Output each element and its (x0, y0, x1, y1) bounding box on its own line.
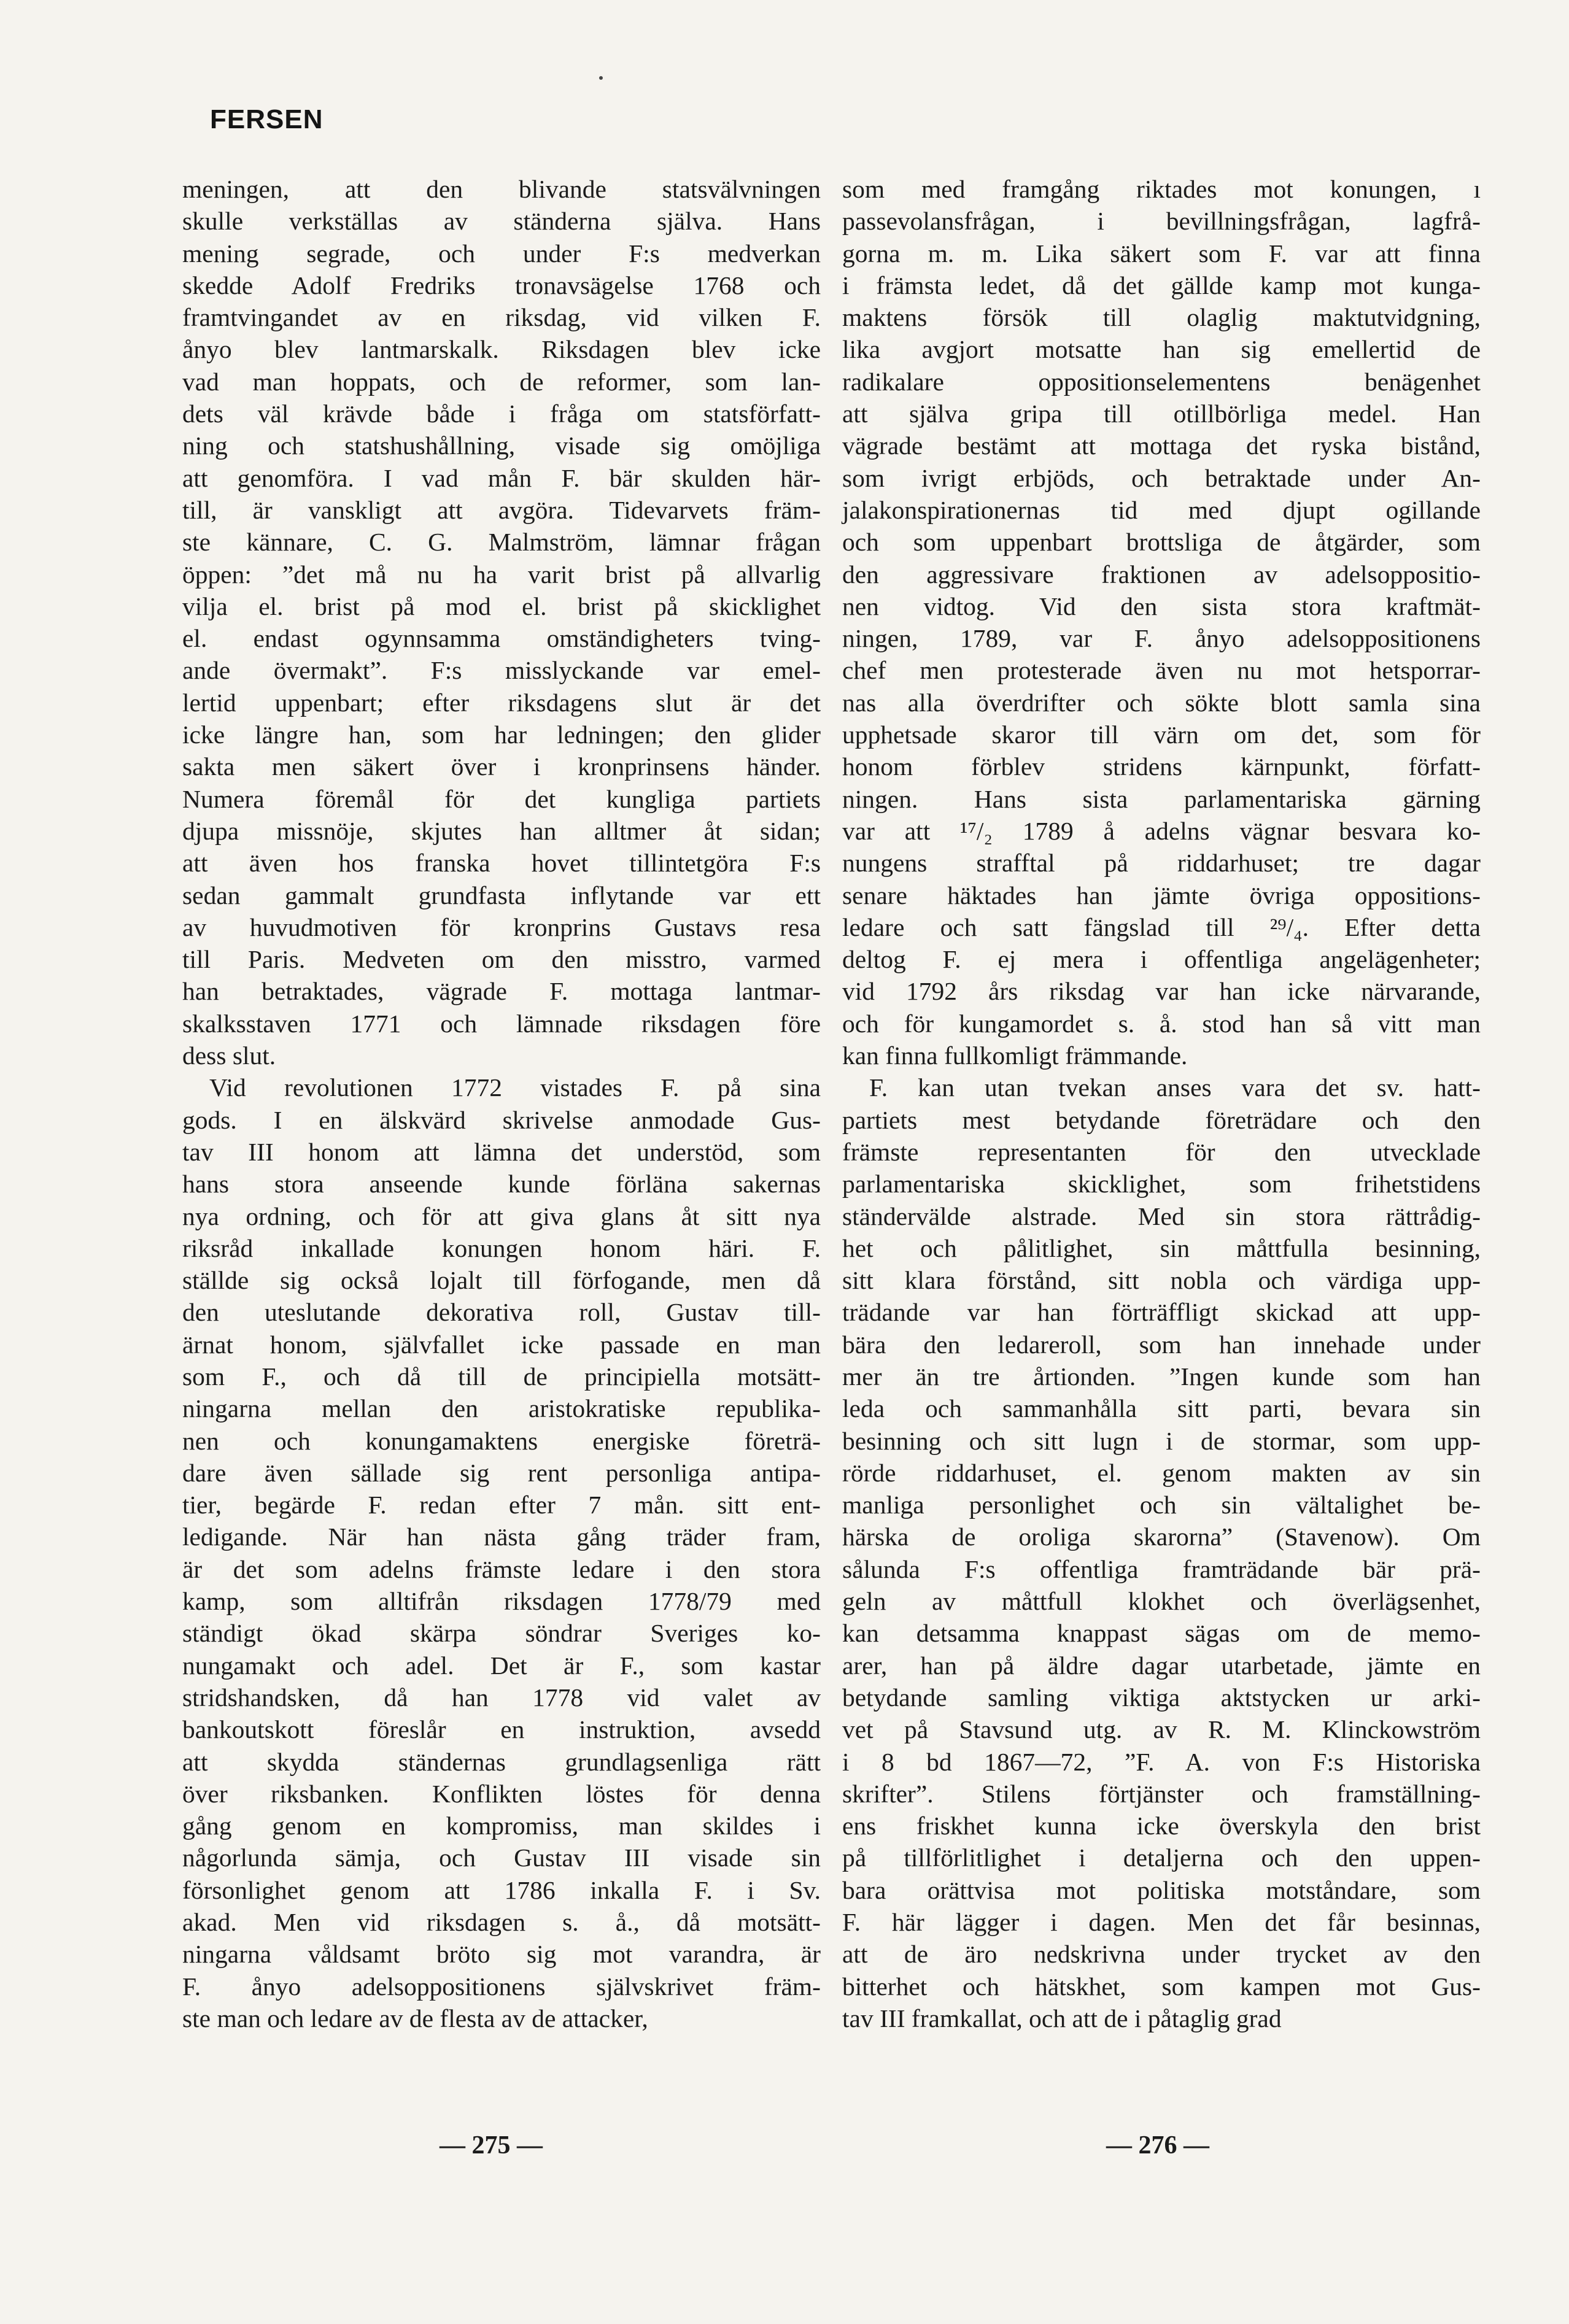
text-line: tav III framkallat, och att de i påtaglig grad (842, 2004, 1282, 2033)
text-line: tier, begärde F. redan efter 7 mån. sitt ent- (182, 1491, 821, 1519)
text-line: maktens försök till olaglig maktutvidgning, (842, 303, 1481, 332)
text-line: Numera föremål för det kungliga partiets (182, 784, 821, 813)
text-line: dets väl krävde både i fråga om statsförfatt- (182, 400, 821, 428)
text-line: radikalare oppositionselementens benägenhet (842, 367, 1481, 396)
text-line: trädande var han förträffligt skickad att upp- (842, 1298, 1481, 1327)
text-line: och som uppenbart brottsliga de åtgärder, som (842, 528, 1481, 557)
text-line: bära den ledareroll, som han innehade under (842, 1330, 1481, 1359)
text-line: stridshandsken, då han 1778 vid valet av (182, 1683, 821, 1712)
text-line: den uteslutande dekorativa roll, Gustav till- (182, 1298, 821, 1327)
text-line: dess slut. (182, 1041, 276, 1070)
text-line: F. ånyo adelsoppositionens självskrivet främ- (182, 1972, 821, 2001)
text-line: att även hos franska hovet tillintetgöra F:s (182, 849, 821, 878)
page-number-left: — 275 — (440, 2131, 543, 2160)
text-line: ställde sig också lojalt till förfogande, men då (182, 1266, 821, 1295)
text-line: vet på Stavsund utg. av R. M. Klinckowström (842, 1715, 1481, 1744)
text-line: lika avgjort motsatte han sig emellertid de (842, 335, 1481, 364)
text-line: nungens strafftal på riddarhuset; tre dagar (842, 849, 1481, 878)
text-line: som ivrigt erbjöds, och betraktade under An- (842, 463, 1481, 492)
text-line: härska de oroliga skarorna” (Stavenow). Om (842, 1523, 1481, 1551)
text-line: som med framgång riktades mot konungen, ı (842, 175, 1481, 203)
running-head: FERSEN (210, 104, 323, 134)
text-line: nya ordning, och för att giva glans åt sitt nya (182, 1202, 821, 1230)
text-line: av huvudmotiven för kronprins Gustavs resa (182, 913, 821, 941)
text-line: nen vidtog. Vid den sista stora kraftmät- (842, 592, 1481, 620)
text-line: Vid revolutionen 1772 vistades F. på sina (209, 1073, 821, 1102)
text-line: el. endast ogynnsamma omständigheters tving- (182, 624, 821, 653)
text-line: hans stora anseende kunde förläna sakernas (182, 1170, 821, 1199)
text-line: ständigt ökad skärpa söndrar Sveriges ko- (182, 1619, 821, 1648)
text-line: ens friskhet kunna icke överskyla den brist (842, 1812, 1481, 1840)
text-line: är det som adelns främste ledare i den stora (182, 1554, 821, 1583)
text-line: upphetsade skaror till värn om det, som för (842, 720, 1481, 749)
text-line: vilja el. brist på mod el. brist på skicklighet (182, 592, 821, 620)
text-line: leda och sammanhålla sitt parti, bevara sin (842, 1394, 1481, 1423)
text-line: deltog F. ej mera i offentliga angelägenheter; (842, 945, 1481, 974)
text-line: öppen: ”det må nu ha varit brist på allvarlig (182, 560, 821, 589)
text-line: ärnat honom, självfallet icke passade en man (182, 1330, 821, 1359)
text-line: försonlighet genom att 1786 inkalla F. i Sv. (182, 1875, 821, 1904)
text-line: icke längre han, som har ledningen; den glider (182, 720, 821, 749)
text-line: kamp, som alltifrån riksdagen 1778/79 med (182, 1587, 821, 1616)
text-line: jalakonspirationernas tid med djupt ogillande (842, 495, 1481, 524)
text-line: i 8 bd 1867—72, ”F. A. von F:s Historiska (842, 1747, 1481, 1776)
text-line: betydande samling viktiga aktstycken ur arki- (842, 1683, 1481, 1712)
text-line: geln av måttfull klokhet och överlägsenhet, (842, 1587, 1481, 1616)
text-line: han betraktades, vägrade F. mottaga lantmar- (182, 977, 821, 1006)
text-line: bara orättvisa mot politiska motståndare, som (842, 1875, 1481, 1904)
text-line: sålunda F:s offentliga framträdande bär prä- (842, 1554, 1481, 1583)
text-line: skedde Adolf Fredriks tronavsägelse 1768 och (182, 271, 821, 299)
text-line: bankoutskott föreslår en instruktion, avsedd (182, 1715, 821, 1744)
text-line: skrifter”. Stilens förtjänster och framställning- (842, 1779, 1481, 1808)
text-line: ständervälde alstrade. Med sin stora rättrådig- (842, 1202, 1481, 1230)
text-line: att de äro nedskrivna under trycket av den (842, 1940, 1481, 1969)
text-line: ningarna mellan den aristokratiske republika- (182, 1394, 821, 1423)
text-line: framtvingandet av en riksdag, vid vilken F. (182, 303, 821, 332)
text-line: nungamakt och adel. Det är F., som kastar (182, 1651, 821, 1680)
text-line: över riksbanken. Konflikten löstes för denna (182, 1779, 821, 1808)
text-line: till Paris. Medveten om den misstro, varmed (182, 945, 821, 974)
text-line: senare häktades han jämte övriga oppositions- (842, 881, 1481, 909)
text-line: kan finna fullkomligt främmande. (842, 1041, 1188, 1070)
text-line: sedan gammalt grundfasta inflytande var ett (182, 881, 821, 909)
text-line: meningen, att den blivande statsvälvningen (182, 175, 821, 203)
text-line: partiets mest betydande företrädare och den (842, 1105, 1481, 1134)
text-line: F. här lägger i dagen. Men det får besinnas, (842, 1908, 1481, 1937)
text-line: kan detsamma knappast sägas om de memo- (842, 1619, 1481, 1648)
text-line: nas alla överdrifter och sökte blott samla sina (842, 688, 1481, 717)
text-line: ledigande. När han nästa gång träder fram, (182, 1523, 821, 1551)
text-line: ånyo blev lantmarskalk. Riksdagen blev icke (182, 335, 821, 364)
text-line: lertid uppenbart; efter riksdagens slut är det (182, 688, 821, 717)
text-line: passevolansfrågan, i bevillningsfrågan, lagfrå- (842, 207, 1481, 236)
text-line: ande övermakt”. F:s misslyckande var emel- (182, 656, 821, 685)
text-line: besinning och sitt lugn i de stormar, som upp- (842, 1426, 1481, 1455)
text-line: att själva gripa till otillbörliga medel. Han (842, 400, 1481, 428)
text-line: ningen, 1789, var F. ånyo adelsoppositionens (842, 624, 1481, 653)
text-line: honom förblev stridens kärnpunkt, författ- (842, 752, 1481, 781)
text-line: het och pålitlighet, sin måttfulla besinning, (842, 1233, 1481, 1262)
left-text-column (182, 173, 821, 2034)
text-line: ningarna våldsamt bröto sig mot varandra, är (182, 1940, 821, 1969)
text-line: som F., och då till de principiella motsätt- (182, 1362, 821, 1391)
text-line: riksråd inkallade konungen honom häri. F. (182, 1233, 821, 1262)
text-line: sakta men säkert över i kronprinsens händer. (182, 752, 821, 781)
text-line: F. kan utan tvekan anses vara det sv. hatt- (869, 1073, 1481, 1102)
text-line: akad. Men vid riksdagen s. å., då motsätt- (182, 1908, 821, 1937)
text-line: bitterhet och hätskhet, som kampen mot Gus- (842, 1972, 1481, 2001)
text-line: manliga personlighet och sin vältalighet be- (842, 1491, 1481, 1519)
text-line: gods. I en älskvärd skrivelse anmodade Gus- (182, 1105, 821, 1134)
text-line: vägrade bestämt att mottaga det ryska bistånd, (842, 431, 1481, 460)
text-line: nen och konungamaktens energiske företrä- (182, 1426, 821, 1455)
text-line: främste representanten för den utvecklade (842, 1137, 1481, 1166)
text-line: ledare och satt fängslad till ²⁹/₄. Efter detta (842, 913, 1481, 941)
text-line: skulle verkställas av ständerna själva. Hans (182, 207, 821, 236)
ink-speck (599, 76, 603, 80)
text-line: ning och statshushållning, visade sig omöjliga (182, 431, 821, 460)
text-line: parlamentariska skicklighet, som frihetstidens (842, 1170, 1481, 1199)
text-line: vid 1792 års riksdag var han icke närvarande, (842, 977, 1481, 1006)
text-line: och för kungamordet s. å. stod han så vitt man (842, 1009, 1481, 1038)
text-line: rörde riddarhuset, el. genom makten av sin (842, 1458, 1481, 1487)
text-line: den aggressivare fraktionen av adelsoppositio- (842, 560, 1481, 589)
text-line: på tillförlitlighet i detaljerna och den uppen- (842, 1843, 1481, 1872)
text-line: ste man och ledare av de flesta av de attacker, (182, 2004, 648, 2033)
text-line: sitt klara förstånd, sitt nobla och värdiga upp- (842, 1266, 1481, 1295)
text-line: att genomföra. I vad mån F. bär skulden här- (182, 463, 821, 492)
text-line: någorlunda sämja, och Gustav III visade sin (182, 1843, 821, 1872)
text-line: vad man hoppats, och de reformer, som lan- (182, 367, 821, 396)
right-text-column (842, 173, 1481, 2034)
text-line: skalksstaven 1771 och lämnade riksdagen före (182, 1009, 821, 1038)
text-line: gorna m. m. Lika säkert som F. var att finna (842, 239, 1481, 268)
text-line: att skydda ständernas grundlagsenliga rätt (182, 1747, 821, 1776)
text-line: arer, han på äldre dagar utarbetade, jämte en (842, 1651, 1481, 1680)
text-line: i främsta ledet, då det gällde kamp mot kunga- (842, 271, 1481, 299)
page-number-right: — 276 — (1106, 2131, 1209, 2160)
text-line: dare även sällade sig rent personliga antipa- (182, 1458, 821, 1487)
text-line: mer än tre årtionden. ”Ingen kunde som han (842, 1362, 1481, 1391)
text-line: djupa missnöje, skjutes han alltmer åt sidan; (182, 816, 821, 845)
text-line: ningen. Hans sista parlamentariska gärning (842, 784, 1481, 813)
text-line: mening segrade, och under F:s medverkan (182, 239, 821, 268)
text-line: tav III honom att lämna det understöd, som (182, 1137, 821, 1166)
text-line: ste kännare, C. G. Malmström, lämnar frågan (182, 528, 821, 557)
text-line: gång genom en kompromiss, man skildes i (182, 1812, 821, 1840)
text-line: till, är vanskligt att avgöra. Tidevarvets främ- (182, 495, 821, 524)
text-line: var att ¹⁷/₂ 1789 å adelns vägnar besvara ko- (842, 816, 1481, 845)
text-line: chef men protesterade även nu mot hetsporrar- (842, 656, 1481, 685)
